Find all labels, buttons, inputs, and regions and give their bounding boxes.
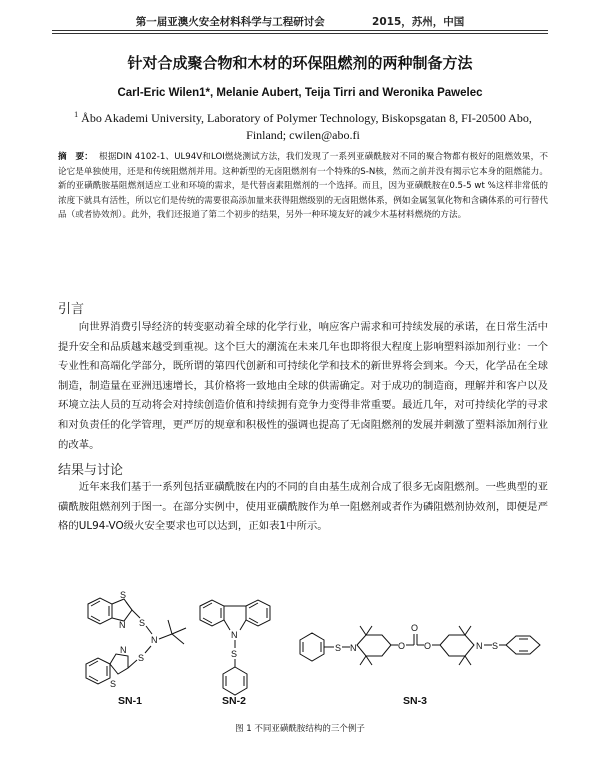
sn3-o-top: O (411, 623, 419, 633)
results-paragraph: 近年来我们基于一系列包括亚磺酰胺在内的不同的自由基生成剂合成了很多无卤阻燃剂。一些典型的亚磺酰胺阻燃剂列于图一。在部分实例中，使用亚磺酰胺作为单一阻燃剂或者作为磷阻燃剂协效剂，即便是严格的UL94-VO级火安全要求也可以达到，正如表1中所示。 (58, 481, 548, 533)
affiliation-marker: 1 (74, 110, 79, 119)
sn1-n-center: N (151, 635, 158, 645)
abstract-label: 摘 要： (58, 152, 93, 162)
sn1-n-ring-bottom: N (120, 645, 127, 655)
sn3-phenyl-left (300, 633, 324, 661)
sn1-s-link-bottom: S (138, 653, 145, 663)
label-sn3: SN-3 (403, 695, 427, 707)
figure-1 (0, 590, 600, 710)
sn1-s-ring-top: S (120, 590, 127, 600)
sn2-ring-left (200, 600, 224, 626)
header-conference: 第一届亚澳火安全材料科学与工程研讨会 (135, 16, 325, 28)
structures-drawing (0, 590, 600, 710)
sn3-n-left: N (350, 643, 357, 653)
sn3-piperidine-left (357, 635, 391, 656)
sn2-ring-right (246, 600, 270, 626)
label-sn2: SN-2 (222, 695, 246, 707)
abstract-text: 根据DIN 4102-1、UL94V和LOI燃烧测试方法，我们发现了一系列亚磺酰胺对不同的聚合物都有极好的阻燃效果，不论它是单独使用，还是和传统阻燃剂并用。这种新型的无卤阻燃剂有一个特殊的S-N核，然而之前并没有揭示它本身的阻燃能力。新的亚磺酰胺基阻燃剂适应工业和环境的需求，是代替卤素阻燃剂的一个选择。而且，因为亚磺酰胺在0.5-5 wt %这样非常低的浓度下就具有活性，所以它们是传统的需要很高添加量来获得阻燃级别的无卤阻燃体系，例如金属氢氧化物和含磷体系的可行替代品（或者协效剂）。此外，我们还报道了第二个初步的结果，另外一种环境友好的减少木基材料燃烧的方法。 (58, 152, 548, 220)
sn2-s-atom: S (231, 649, 238, 659)
sn2-n-atom: N (231, 630, 238, 640)
running-header (0, 14, 600, 29)
header-year-place: 2015，苏州，中国 (372, 16, 465, 28)
sn1-structure (86, 590, 186, 689)
paper-title: 针对合成聚合物和木材的环保阻燃剂的两种制备方法 (127, 54, 473, 72)
sn3-s-right: S (492, 641, 499, 651)
author-list: Carl-Eric Wilen1*, Melanie Aubert, Teija Tirri and Weronika Pawelec (117, 87, 483, 99)
affiliation-line-2: Finland; cwilen@abo.fi (246, 128, 360, 142)
abstract (58, 150, 548, 223)
sn3-piperidine-right (440, 635, 474, 656)
section-heading-results: 结果与讨论 (58, 463, 124, 478)
sn3-s-left: S (335, 643, 342, 653)
sn2-structure (200, 600, 270, 695)
sn3-structure (300, 623, 540, 665)
sn1-benzene-bottom (86, 658, 110, 684)
affiliation-line-1: Åbo Akademi University, Laboratory of Polymer Technology, Biskopsgatan 8, FI-20500 Abo, (81, 111, 532, 125)
header-rule-top (52, 30, 548, 31)
sn3-n-right: N (476, 641, 483, 651)
sn1-s-link-top: S (139, 618, 146, 628)
sn1-n-ring-top: N (119, 620, 126, 630)
figure-caption: 图 1 不同亚磺酰胺结构的三个例子 (235, 724, 365, 734)
label-sn1: SN-1 (118, 695, 142, 707)
sn3-o-right: O (424, 641, 432, 651)
sn1-benzene-top (88, 598, 112, 624)
sn1-thiazole-bottom (110, 654, 128, 674)
intro-paragraph: 向世界消费引导经济的转变驱动着全球的化学行业，响应客户需求和可持续发展的承诺，在日常生活中提升安全和品质越来越受到重视。这个巨大的潮流在未来几年也即将很大程度上影响塑料添加剂行业：一个专业性和高端化学部分，既所谓的第四代创新和可持续化学和技术的新世界将会到来。今天，化学品在全球制造，制造量在亚洲迅速增长，其价格将一致地由全球的供需确定。对于成功的制造商，理解并和客户以及环境立法人员的互动将会对持续创造价值和持续拥有竞争力变得非常重要。最近几年，对可持续化学的寻求和对负责任的化学管理，更严厉的规章和积极性的强调也提高了无卤阻燃剂的发展并刺激了塑料添加剂行业的改革。 (58, 321, 548, 451)
sn1-s-ring-bottom: S (110, 679, 117, 689)
section-heading-intro: 引言 (58, 302, 85, 317)
sn1-thiazole-top (112, 599, 132, 621)
header-rule-bottom (52, 33, 548, 34)
sn2-phenyl (223, 667, 247, 695)
sn3-o-left: O (398, 641, 406, 651)
affiliation (58, 106, 548, 144)
